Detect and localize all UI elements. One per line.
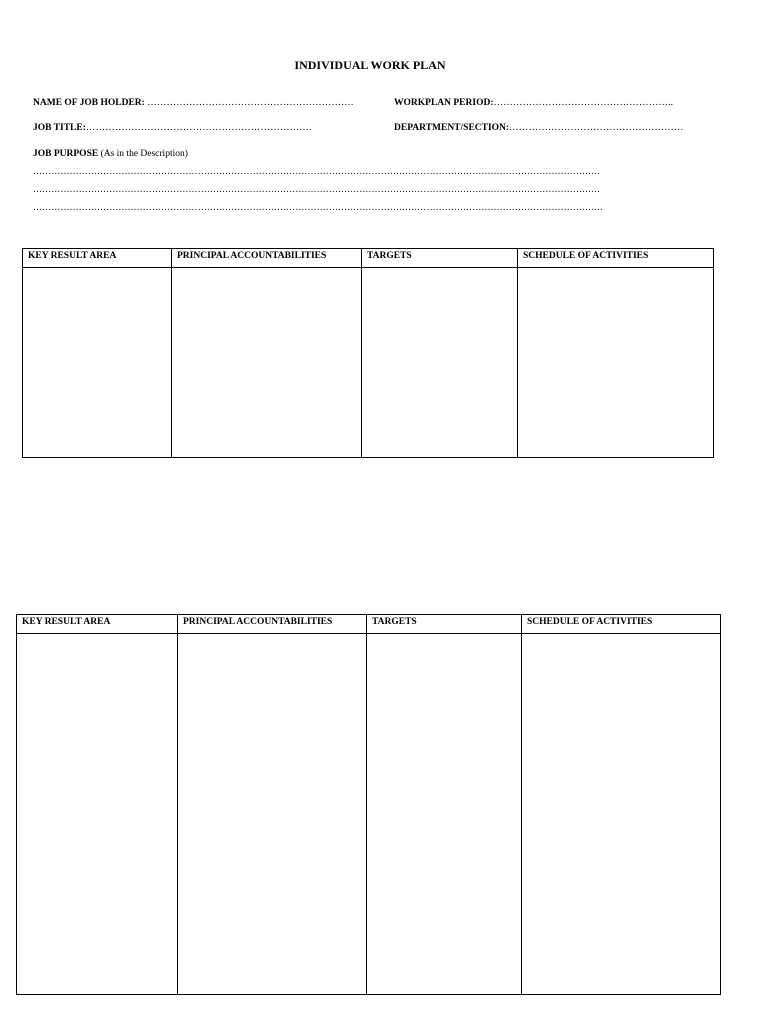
principal-accountabilities-cell[interactable] — [172, 268, 362, 458]
key-result-area-header: KEY RESULT AREA — [23, 249, 172, 268]
schedule-of-activities-header: SCHEDULE OF ACTIVITIES — [518, 249, 714, 268]
job-purpose-note: (As in the Description) — [100, 149, 188, 159]
workplan-period-label: WORKPLAN PERIOD: — [394, 98, 494, 108]
principal-accountabilities-header: PRINCIPAL ACCOUNTABILITIES — [172, 249, 362, 268]
page-title: INDIVIDUAL WORK PLAN — [294, 58, 446, 72]
table-row — [23, 268, 714, 458]
key-result-area-cell[interactable] — [23, 268, 172, 458]
key-result-area-header: KEY RESULT AREA — [17, 615, 178, 634]
targets-header: TARGETS — [362, 249, 518, 268]
work-plan-table-1 — [22, 248, 714, 458]
targets-cell[interactable] — [367, 634, 522, 995]
work-plan-table-2 — [16, 614, 721, 995]
department-section-label: DEPARTMENT/SECTION: — [394, 123, 510, 133]
workplan-period-blank[interactable]: ……………………………………………….. — [493, 98, 674, 108]
principal-accountabilities-cell[interactable] — [178, 634, 367, 995]
job-purpose-label: JOB PURPOSE — [33, 149, 99, 159]
job-purpose-heading — [33, 149, 188, 159]
schedule-of-activities-cell[interactable] — [518, 268, 714, 458]
principal-accountabilities-header: PRINCIPAL ACCOUNTABILITIES — [178, 615, 367, 634]
job-holder-blank[interactable]: ………………………………………………………. — [147, 98, 354, 108]
table-header-row — [17, 615, 721, 634]
targets-cell[interactable] — [362, 268, 518, 458]
job-holder-field[interactable] — [33, 98, 353, 108]
department-section-field[interactable] — [394, 123, 684, 133]
job-title-blank[interactable]: ……………………………………………………………. — [85, 123, 312, 133]
job-purpose-line-2[interactable]: …………………………………………………………………………………………………………………………………………………………………… — [33, 184, 601, 194]
job-purpose-line-1[interactable]: …………………………………………………………………………………………………………………………………………………………………… — [33, 166, 601, 176]
job-purpose-line-3[interactable]: ……………………………………………………………………………………………………………………………………………………………………. — [33, 202, 603, 212]
department-section-blank[interactable]: ……………………………………………… — [509, 123, 684, 133]
job-title-label: JOB TITLE: — [33, 123, 86, 133]
schedule-of-activities-cell[interactable] — [522, 634, 721, 995]
key-result-area-cell[interactable] — [17, 634, 178, 995]
table-row — [17, 634, 721, 995]
targets-header: TARGETS — [367, 615, 522, 634]
job-holder-label: NAME OF JOB HOLDER: — [33, 98, 145, 108]
job-title-field[interactable] — [33, 123, 312, 133]
workplan-period-field[interactable] — [394, 98, 673, 108]
table-header-row — [23, 249, 714, 268]
schedule-of-activities-header: SCHEDULE OF ACTIVITIES — [522, 615, 721, 634]
